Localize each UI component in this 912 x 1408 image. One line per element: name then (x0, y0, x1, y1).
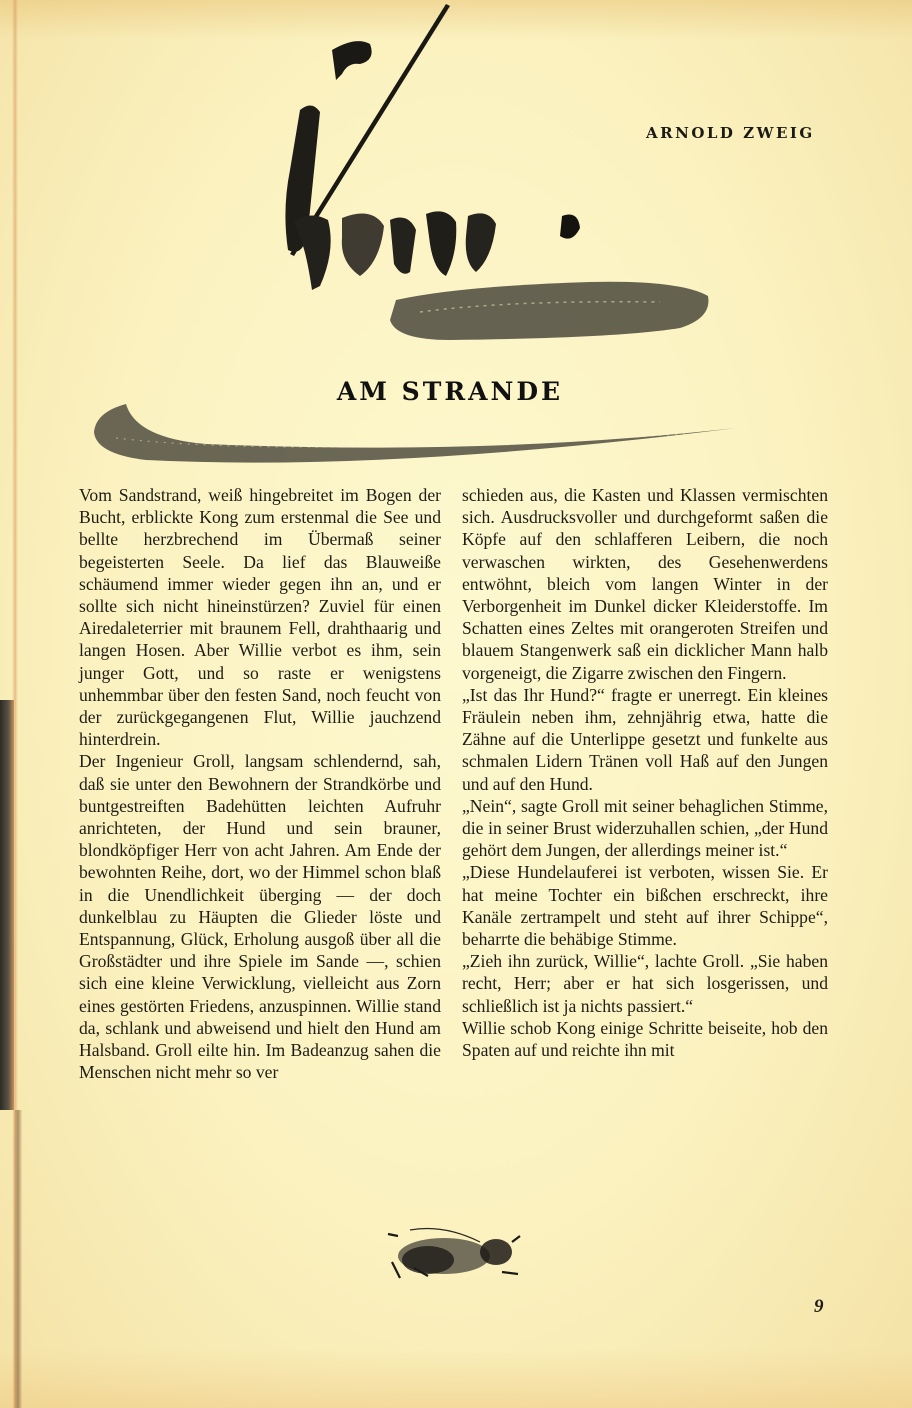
adjacent-page-sliver (0, 700, 14, 1110)
text-column-left (79, 484, 441, 1083)
paragraph: Der Ingenieur Groll, langsam schlendernd, sah, daß sie unter den Bewohnern der Strandkörbe und buntgestreiften Badehütten leichten Aufruhr anrichteten, der Hund und sein brauner, blondköpfiger Herr von acht Jahren. Am Ende der bewohnten Reihe, dort, wo der Himmel schon blaß in die Unendlichkeit überging — der doch dunkelblau zu Häupten die Glieder löste und Entspannung, Glück, Erholung ausgoß über all die Großstädter und ihre Spiele im Sande —, schien sich eine kleine Verwicklung, vielleicht aus Zorn eines gestörten Friedens, anzuspinnen. Willie stand da, schlank und abweisend und hielt den Hund am Halsband. Groll eilte hin. Im Badeanzug sahen die Menschen nicht mehr so ver (79, 751, 441, 1083)
brush-stroke-u (390, 218, 416, 274)
handwritten-title-kong (260, 0, 740, 360)
brush-stroke-k-foot (294, 215, 331, 290)
article-title: AM STRANDE (336, 377, 564, 406)
brush-stroke-k-hook (332, 41, 372, 80)
page-number: 9 (814, 1296, 824, 1317)
brush-stroke-o (342, 214, 384, 277)
paragraph: „Nein“, sagte Groll mit seiner behaglichen Stimme, die in seiner Brust widerzuhallen schien, „der Hund gehört dem Jungen, der allerdings meiner ist.“ (462, 795, 828, 861)
paragraph: „Diese Hundelauferei ist verboten, wissen Sie. Er hat meine Tochter ein bißchen erschreckt, ihre Kanäle zertrampelt und steht auf ihrer Schippe“, beharrte die behäbige Stimme. (462, 862, 828, 950)
author-name: ARNOLD ZWEIG (646, 124, 815, 142)
text-column-right (462, 484, 828, 1061)
brush-stroke-g (466, 213, 496, 272)
dog-sketch-icon (384, 1222, 524, 1286)
paragraph: „Zieh ihn zurück, Willie“, lachte Groll. „Sie haben recht, Herr; aber er hat sich losgerissen, und schließlich ist ja nichts passiert.“ (462, 951, 828, 1016)
paper-stain-bottom (0, 1348, 912, 1408)
page-fold-shadow (14, 1110, 22, 1408)
brush-stroke-n (426, 211, 456, 276)
paragraph: Willie schob Kong einige Schritte beiseite, hob den Spaten auf und reichte ihn mit (462, 1017, 828, 1061)
paragraph: schieden aus, die Kasten und Klassen vermischten sich. Ausdrucksvoller und durchgeformt saßen die Köpfe auf den schlafferen Leibern, die noch verwaschen wirkten, des Gesehenwerdens entwöhnt, bleich vom langen Winter in der Verborgenheit im Dunkel dicker Kleiderstoffe. Im Schatten eines Zeltes mit orangeroten Streifen und blauem Stangenwerk saß ein dicklicher Mann halb vorgeneigt, die Zigarre zwischen den Fingern. (462, 485, 828, 683)
brush-stroke-dot (560, 215, 580, 239)
brush-stroke-underline (390, 282, 708, 340)
paragraph: „Ist das Ihr Hund?“ fragte er unerregt. Ein kleines Fräulein neben ihm, zehnjährig etwa, hatte die Zähne auf die Unterlippe gesetzt und funkelte aus schmalen Lidern Tränen voll Haß auf den Jungen und auf den Hund. (462, 684, 828, 794)
paragraph: Vom Sandstrand, weiß hingebreitet im Bogen der Bucht, erblickte Kong zum erstenmal die See und bellte herzbrechend im Übermaß seiner begeisterten Seele. Da lief das Blauweiße schäumend immer wieder gegen ihn an, und er sollte sich nicht hineinstürzen? Zuviel für einen Airedaleterrier mit braunem Fell, drahthaarig und langen Hosen. Aber Willie verbot es ihm, sein junger Gott, und so raste er wenigstens unhemmbar über den festen Sand, noch feucht von der zurückgegangenen Flut, Willie jauchzend hinterdrein. (79, 485, 441, 750)
brush-swoosh-divider (86, 398, 756, 478)
